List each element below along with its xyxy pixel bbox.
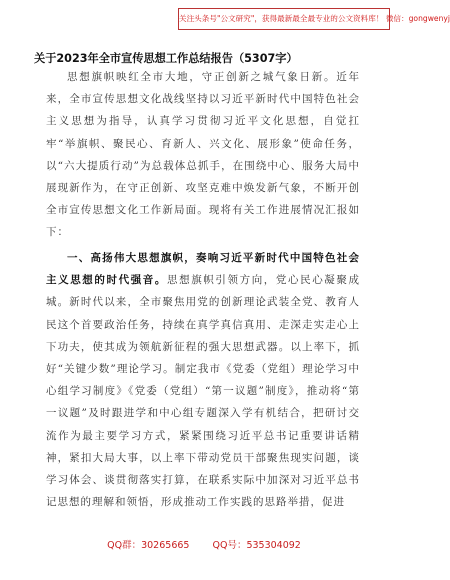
section-1-heading: 一、高扬伟大思想旗帜，奏响习近平新时代中国特色社会主义思想的时代强音。 — [46, 252, 360, 287]
section-1 — [46, 247, 360, 513]
promo-banner: 关注头条号"公文研究"，获得最新最全最专业的公文资料库！ 微信：gongwenyj — [178, 8, 390, 30]
intro-paragraph: 思想旗帜映红全市大地，守正创新之城气象日新。近年来，全市宣传思想文化战线坚持以习近平新时代中国特色社会主义思想为指导，认真学习贯彻习近平文化思想，自觉扛牢“举旗帜、聚民心、育新人、兴文化、展形象”使命任务，以“六大提质行动”为总载体总抓手，在围绕中心、服务大局中展现新作为，在守正创新、攻坚克难中焕发新气象，不断开创全市宣传思想文化工作新局面。现将有关工作进展情况汇报如下： — [46, 71, 360, 239]
footer — [0, 537, 408, 551]
footer-qq-number: QQ号：535304092 — [212, 540, 301, 551]
section-1-body: 思想旗帜引领方向，党心民心凝聚成城。新时代以来，全市聚焦用党的创新理论武装全党、教育人民这个首要政治任务，持续在真学真信真用、走深走实走心上下功夫，使其成为领航新征程的强大思想武器。以上率下，抓好“关键少数”理论学习。制定我市《党委（党组）理论学习中心组学习制度》《党委（党组）“第一议题”制度》，推动将“第一议题”及时跟进学和中心组专题深入学有机结合，把研讨交流作为最主要学习方式，紧紧围绕习近平总书记重要讲话精神，紧扣大局大事，以上率下带动党员干部聚焦现实问题，谈学习体会、谈贯彻落实打算，在联系实际中加深对习近平总书记思想的理解和领悟，形成推动工作实践的思路举措，促进 — [46, 274, 360, 509]
footer-qq-group: QQ群：30265665 — [107, 540, 190, 551]
document-title: 关于2023年全市宣传思想工作总结报告（5307字） — [34, 52, 298, 65]
